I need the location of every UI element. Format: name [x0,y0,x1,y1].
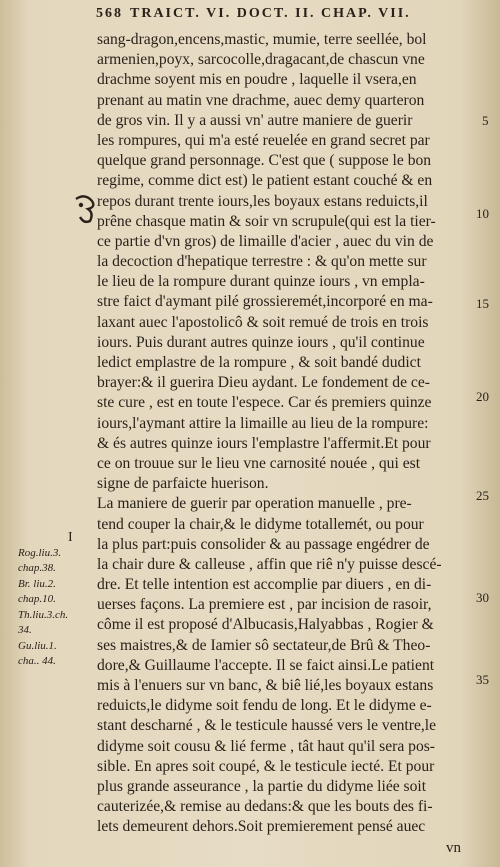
main-text [97,30,475,838]
margin-note: cha.. 44. [18,655,56,667]
text-line: dre. Et telle intention est accomplie par diuers , en di- [97,576,432,594]
text-line: quelque grand personnage. C'est que ( suppose le bon [97,152,432,170]
text-line: stant descharné , & le testicule haussé vers le ventre,le [97,717,437,735]
line-number: 35 [476,672,489,687]
line-number: 15 [476,296,489,311]
margin-note: Th.liu.3.ch. [18,608,69,621]
text-line: le lieu de la rompure durant quinze iours , vn empla- [97,273,425,291]
line-number: 20 [476,389,489,404]
margin-note: Rog.liu.3. [18,546,62,559]
text-line: ses maistres,& de Iamier sô sectateur,de Brû & Theo- [97,636,431,654]
text-line: uerses façons. La premiere est , par incision de rasoir, [97,596,432,614]
text-line: cauterizée,& remise au dedans:& que les bouts des fi- [97,798,433,816]
line-number: 5 [482,113,489,128]
text-line: lets demeurent dehors.Soit premierement pensé auec [97,818,426,836]
text-line: dore,& Guillaume l'accepte. Il se faict ainsi.Le patient [97,656,435,674]
text-line: brayer:& il guerira Dieu aydant. Le fondement de ce- [97,374,430,392]
fleuron-ornament-icon [72,193,98,225]
text-line: iours,l'aymant attire la limaille au lieu de la rompure: [97,414,429,432]
text-line: signe de parfaicte huerison. [97,475,269,493]
text-line: ce on trouue sur le lieu vne carnosité nouée , qui est [97,454,421,472]
margin-notes [18,530,96,670]
margin-note: Br. liu.2. [18,577,56,590]
margin-note: Gu.liu.1. [18,639,57,652]
text-line: repos durant trente iours,les boyaux estans reduicts,il [97,192,428,210]
text-line: iours. Puis durant autres quinze iours , qu'il continue [97,333,425,351]
text-line: didyme soit cousu & lié ferme , tât haut qu'il sera pos- [97,737,435,755]
text-line: reduicts,le didyme soit fendu de long. Et le didyme e- [97,697,432,715]
text-line: armenien,poyx, sarcocolle,dragacant,de chascun vne [97,51,425,69]
line-number: 30 [476,590,489,605]
text-line: laxant auec l'apostolicô & soit remué de trois en trois [97,313,429,331]
text-line: drachme soyent mis en poudre , laquelle il vsera,en [97,71,417,89]
text-line: La maniere de guerir par operation manuelle , pre- [97,495,412,513]
line-number: 25 [476,488,489,503]
text-line: stre faict d'aymant pilé grossieremét,incorporé en ma- [97,293,433,311]
text-line: sible. En apres soit coupé, & le testicule iecté. Et pour [97,757,435,775]
catchword: vn [446,840,461,856]
text-line: ce partie d'vn gros) de limaille d'acier , auec du vin de [97,232,434,250]
text-line: tend couper la chair,& le didyme totallemét, ou pour [97,515,424,533]
text-line: & és autres quinze iours l'emplastre l'affermit.Et pour [97,434,431,452]
text-line: ste cure , est en toute l'espece. Car és premiers quinze [97,394,432,412]
margin-note: chap.38. [18,562,56,574]
text-line: mis à l'enuers sur vn banc, & biê lié,les boyaux estans [97,677,434,694]
text-line: de gros vin. Il y a aussi vn' autre maniere de guerir [97,111,413,129]
text-line: prenant au matin vne drachme, auec demy quarteron [97,91,425,109]
line-number: 10 [476,206,489,221]
text-line: la plus part:puis consolider & au passage engédrer de [97,535,430,553]
margin-note: chap.10. [18,593,56,605]
page-number: 568 [96,6,123,21]
text-line: la chair dure & calleuse , affin que riê n'y puisse descé- [97,555,442,573]
text-line: ledict emplastre de la rompure , & soit bandé dudict [97,354,421,371]
text-line: regime, comme dict est) le patient estant couché & en [97,172,433,190]
margin-note: 34. [18,624,32,636]
text-line: côme il est proposé d'Albucasis,Halyabbas , Rogier & [97,616,434,634]
text-line: les rompures, qui m'a esté reuelée en grand secret par [97,131,430,149]
text-line: sang-dragon,encens,mastic, mumie, terre seellée, bol [97,31,427,48]
text-line: prêne chasque matin & soir vn scrupule(qui est la tier- [97,212,436,230]
running-header [96,4,466,30]
text-line: la decoction d'hepatique terrestre : & qu'on mette sur [97,253,427,271]
margin-note-letter: I [68,530,73,545]
running-title: TRAICT. VI. DOCT. II. CHAP. VII. [130,6,411,21]
text-line: plus grande asseurance , la partie du didyme liée soit [97,777,427,795]
